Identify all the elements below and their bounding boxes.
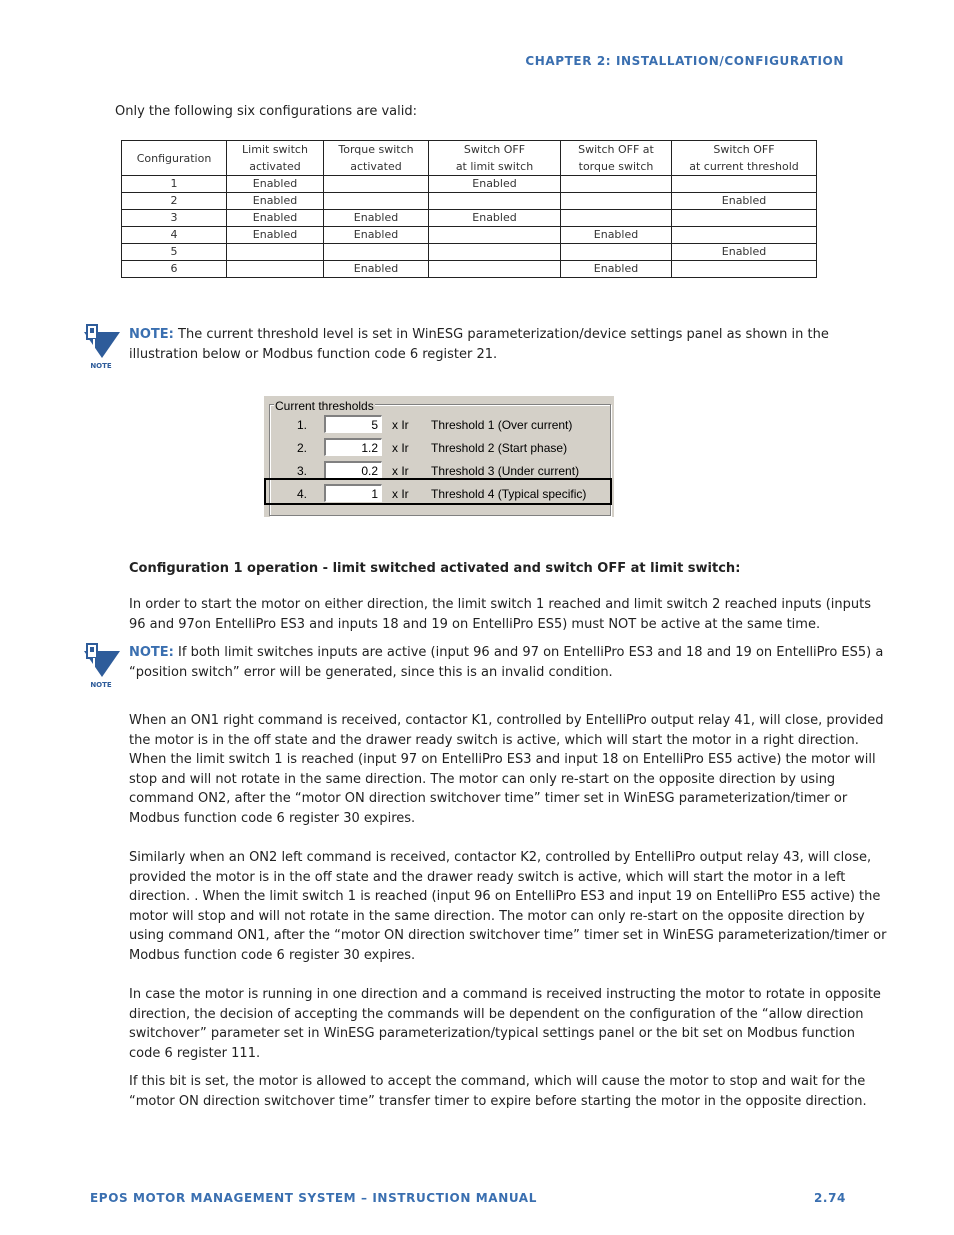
svg-text:NOTE: NOTE bbox=[90, 681, 112, 689]
table-cell: Enabled bbox=[672, 193, 817, 210]
threshold-label: Threshold 2 (Start phase) bbox=[431, 441, 568, 455]
threshold-4-input[interactable]: 1 bbox=[324, 484, 382, 502]
table-cell: 1 bbox=[122, 176, 227, 193]
threshold-3-input[interactable]: 0.2 bbox=[324, 461, 382, 479]
threshold-number: 2. bbox=[297, 441, 308, 455]
group-title: Current thresholds bbox=[275, 399, 374, 413]
table-header-cell: Torque switch activated bbox=[324, 141, 429, 176]
table-row bbox=[122, 193, 817, 210]
footer-title: EPOS MOTOR MANAGEMENT SYSTEM – INSTRUCTION MANUAL bbox=[90, 1191, 537, 1205]
table-row bbox=[122, 176, 817, 193]
threshold-1-input[interactable]: 5 bbox=[324, 415, 382, 433]
table-cell: 5 bbox=[122, 244, 227, 261]
table-cell bbox=[561, 210, 672, 227]
table-cell: Enabled bbox=[324, 261, 429, 278]
threshold-number: 1. bbox=[297, 418, 308, 432]
threshold-row bbox=[264, 414, 614, 436]
table-cell: 6 bbox=[122, 261, 227, 278]
threshold-unit: x Ir bbox=[392, 464, 409, 478]
table-cell: Enabled bbox=[324, 227, 429, 244]
table-cell: Enabled bbox=[227, 193, 324, 210]
page-number: 2.74 bbox=[813, 1191, 846, 1205]
note-current-threshold: NOTE: The current threshold level is set in WinESG parameterization/device settings panel as shown in the illustration below or Modbus function code 6 register 21. bbox=[129, 327, 829, 362]
table-cell: Enabled bbox=[429, 210, 561, 227]
threshold-4-highlight-box bbox=[264, 478, 612, 505]
table-cell: Enabled bbox=[561, 227, 672, 244]
table-cell bbox=[429, 244, 561, 261]
table-header-cell: Switch OFF at current threshold bbox=[672, 141, 817, 176]
threshold-unit: x Ir bbox=[392, 441, 409, 455]
threshold-number: 4. bbox=[297, 487, 308, 501]
table-cell: 3 bbox=[122, 210, 227, 227]
threshold-label: Threshold 4 (Typical specific) bbox=[431, 487, 587, 501]
table-cell: Enabled bbox=[324, 210, 429, 227]
threshold-unit: x Ir bbox=[392, 487, 409, 501]
table-cell: 4 bbox=[122, 227, 227, 244]
table-header-cell: Switch OFF at torque switch bbox=[561, 141, 672, 176]
table-cell bbox=[324, 244, 429, 261]
paragraph: When an ON1 right command is received, contactor K1, controlled by EntelliPro output relay 41, will close, provided the motor is in the off state and the drawer ready switch is active, which will start the motor in a right direction. When the limit switch 1 is reached (input 97 on EntelliPro ES3 and input 18 on EntelliPro ES5 active) the motor will stop and will not rotate in the same direction. The motor can only re-start on the opposite direction by using command ON2, after the “motor ON direction switchover time” timer set in WinESG parameterization/timer or Modbus function code 6 register 30 expires. bbox=[129, 713, 884, 826]
table-header-cell: Switch OFF at limit switch bbox=[429, 141, 561, 176]
table-header-cell: Limit switch activated bbox=[227, 141, 324, 176]
table-cell bbox=[561, 244, 672, 261]
paragraph: Similarly when an ON2 left command is received, contactor K2, controlled by EntelliPro output relay 43, will close, provided the motor is in the off state and the drawer ready switch is active, which will start the motor in a left direction. . When the limit switch 1 is reached (input 96 on EntelliPro ES3 and input 19 on EntelliPro ES5 active) the motor will stop and will not rotate in the same direction. The motor can only re-start on the opposite direction by using command ON1, after the “motor ON direction switchover time” timer set in WinESG parameterization/timer or Modbus function code 6 register 30 expires. bbox=[129, 850, 887, 963]
table-cell bbox=[672, 176, 817, 193]
table-cell bbox=[672, 210, 817, 227]
note-limit-switches: NOTE: If both limit switches inputs are active (input 96 and 97 on EntelliPro ES3 and 18 and 19 on EntelliPro ES5) a “position switch” error will be generated, since this is an invalid condition. bbox=[129, 645, 884, 680]
table-cell bbox=[429, 193, 561, 210]
table-cell bbox=[324, 193, 429, 210]
table-cell: Enabled bbox=[672, 244, 817, 261]
table-cell bbox=[561, 193, 672, 210]
table-cell: Enabled bbox=[227, 227, 324, 244]
table-cell bbox=[227, 244, 324, 261]
table-cell bbox=[227, 261, 324, 278]
note-icon bbox=[82, 641, 122, 689]
paragraph: If this bit is set, the motor is allowed to accept the command, which will cause the motor to stop and wait for the “motor ON direction switchover time” transfer timer to expire before starting the motor in the opposite direction. bbox=[129, 1074, 867, 1109]
table-header-row bbox=[122, 141, 817, 176]
table-cell bbox=[672, 227, 817, 244]
current-thresholds-panel bbox=[264, 396, 614, 517]
table-header-cell: Configuration bbox=[122, 141, 227, 176]
threshold-number: 3. bbox=[297, 464, 308, 478]
paragraph: In case the motor is running in one direction and a command is received instructing the motor to rotate in opposite direction, the decision of accepting the commands will be dependent on the configuration of the “allow direction switchover” parameter set in WinESG parameterization/typical settings panel or the bit set on Modbus function code 6 register 111. bbox=[129, 987, 881, 1061]
table-cell bbox=[672, 261, 817, 278]
configuration-table bbox=[121, 140, 817, 278]
table-cell: Enabled bbox=[227, 176, 324, 193]
threshold-label: Threshold 1 (Over current) bbox=[431, 418, 573, 432]
paragraph: In order to start the motor on either direction, the limit switch 1 reached and limit switch 2 reached inputs (inputs 96 and 97on EntelliPro ES3 and inputs 18 and 19 on EntelliPro ES5) must NOT be active at the same time. bbox=[129, 597, 871, 632]
table-cell bbox=[324, 176, 429, 193]
table-cell: Enabled bbox=[561, 261, 672, 278]
note-icon bbox=[82, 322, 122, 370]
table-cell: 2 bbox=[122, 193, 227, 210]
table-cell: Enabled bbox=[429, 176, 561, 193]
table-cell bbox=[561, 176, 672, 193]
table-row bbox=[122, 261, 817, 278]
section-heading: Configuration 1 operation - limit switched activated and switch OFF at limit switch: bbox=[129, 561, 741, 576]
table-row bbox=[122, 227, 817, 244]
chapter-header: CHAPTER 2: INSTALLATION/CONFIGURATION bbox=[525, 54, 844, 68]
threshold-unit: x Ir bbox=[392, 418, 409, 432]
threshold-label: Threshold 3 (Under current) bbox=[431, 464, 580, 478]
table-cell bbox=[429, 227, 561, 244]
threshold-row bbox=[264, 437, 614, 459]
table-row bbox=[122, 210, 817, 227]
table-cell: Enabled bbox=[227, 210, 324, 227]
table-row bbox=[122, 244, 817, 261]
intro-text: Only the following six configurations are valid: bbox=[115, 104, 417, 119]
threshold-2-input[interactable]: 1.2 bbox=[324, 438, 382, 456]
svg-text:NOTE: NOTE bbox=[90, 362, 112, 370]
table-cell bbox=[429, 261, 561, 278]
